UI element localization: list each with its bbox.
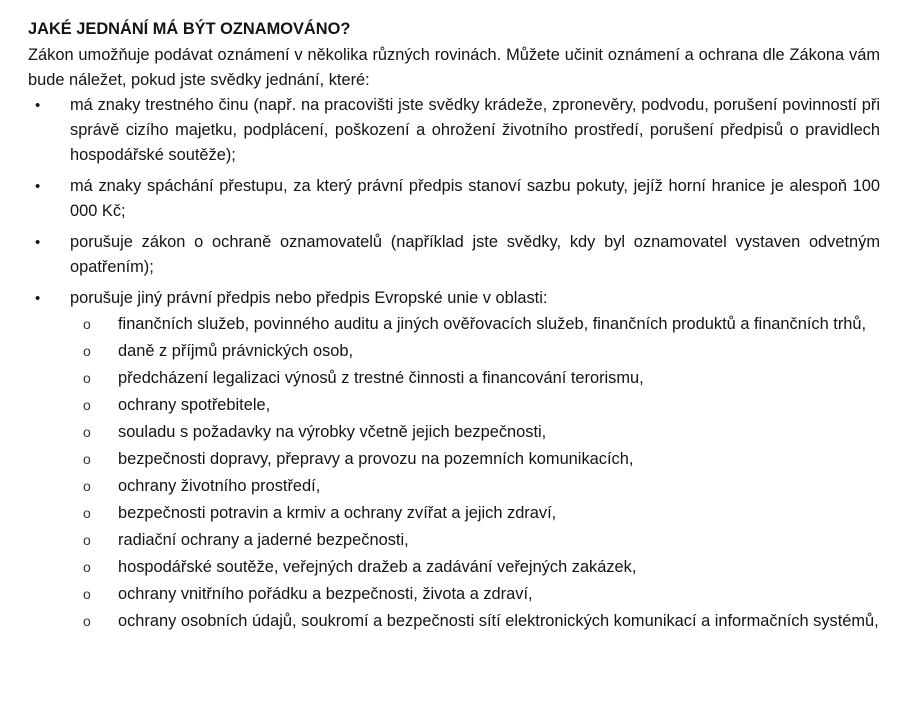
sub-list-item [28, 366, 880, 391]
list-item [28, 174, 880, 224]
document-body [28, 17, 880, 636]
bullet-icon: • [35, 290, 41, 307]
sub-list-item [28, 420, 880, 445]
bullet-icon: • [35, 234, 41, 251]
sub-list-item-text: souladu s požadavky na výrobky včetně jejich bezpečnosti, [118, 423, 547, 441]
sub-list-item [28, 528, 880, 553]
sub-list-item-text: ochrany spotřebitele, [118, 396, 271, 414]
sub-list-item-text: ochrany osobních údajů, soukromí a bezpečnosti sítí elektronických komunikací a informačních systémů, [118, 612, 879, 630]
circle-bullet-icon: o [83, 370, 91, 386]
bullet-icon: • [35, 178, 41, 195]
list-item-text: porušuje jiný právní předpis nebo předpis Evropské unie v oblasti: [70, 289, 548, 307]
sub-list-item-text: bezpečnosti dopravy, přepravy a provozu na pozemních komunikacích, [118, 450, 634, 468]
circle-bullet-icon: o [83, 532, 91, 548]
circle-bullet-icon: o [83, 451, 91, 467]
circle-bullet-icon: o [83, 505, 91, 521]
sub-list-item-text: finančních služeb, povinného auditu a jiných ověřovacích služeb, finančních produktů a finančních trhů, [118, 315, 867, 333]
circle-bullet-icon: o [83, 397, 91, 413]
regulated-areas-list [70, 312, 880, 634]
circle-bullet-icon: o [83, 586, 91, 602]
sub-list-item [28, 555, 880, 580]
sub-list-item-text: hospodářské soutěže, veřejných dražeb a zadávání veřejných zakázek, [118, 558, 637, 576]
sub-list-item [28, 447, 880, 472]
circle-bullet-icon: o [83, 613, 91, 629]
list-item [28, 230, 880, 280]
sub-list-item [28, 582, 880, 607]
list-item [28, 286, 880, 634]
sub-list-item-text: ochrany vnitřního pořádku a bezpečnosti, života a zdraví, [118, 585, 533, 603]
circle-bullet-icon: o [83, 559, 91, 575]
sub-list-item [28, 501, 880, 526]
list-item [28, 93, 880, 168]
list-item-text: má znaky spáchání přestupu, za který právní předpis stanoví sazbu pokuty, jejíž horní hranice je alespoň 100 000 Kč; [70, 177, 880, 220]
sub-list-item-text: ochrany životního prostředí, [118, 477, 321, 495]
sub-list-item-text: radiační ochrany a jaderné bezpečnosti, [118, 531, 409, 549]
bullet-icon: • [35, 97, 41, 114]
list-item-text: má znaky trestného činu (např. na pracovišti jste svědky krádeže, zpronevěry, podvodu, porušení povinností při správě cizího majetku, podplácení, poškození a ohrožení životního prostředí, porušení předpisů o pravidlech hospodářské soutěže); [70, 96, 880, 164]
sub-list-item [28, 312, 880, 337]
reportable-conduct-list [28, 93, 880, 634]
circle-bullet-icon: o [83, 424, 91, 440]
circle-bullet-icon: o [83, 343, 91, 359]
sub-list-item-text: předcházení legalizaci výnosů z trestné činnosti a financování terorismu, [118, 369, 644, 387]
sub-list-item-text: bezpečnosti potravin a krmiv a ochrany zvířat a jejich zdraví, [118, 504, 557, 522]
section-heading: JAKÉ JEDNÁNÍ MÁ BÝT OZNAMOVÁNO? [28, 20, 351, 38]
circle-bullet-icon: o [83, 316, 91, 332]
circle-bullet-icon: o [83, 478, 91, 494]
sub-list-item [28, 393, 880, 418]
sub-list-item-text: daně z příjmů právnických osob, [118, 342, 354, 360]
list-item-text: porušuje zákon o ochraně oznamovatelů (například jste svědky, kdy byl oznamovatel vystaven odvetným opatřením); [70, 233, 880, 276]
sub-list-item [28, 474, 880, 499]
sub-list-item [28, 609, 880, 634]
intro-paragraph: Zákon umožňuje podávat oznámení v několika různých rovinách. Můžete učinit oznámení a ochrana dle Zákona vám bude náležet, pokud jste svědky jednání, které: [28, 46, 880, 89]
sub-list-item [28, 339, 880, 364]
